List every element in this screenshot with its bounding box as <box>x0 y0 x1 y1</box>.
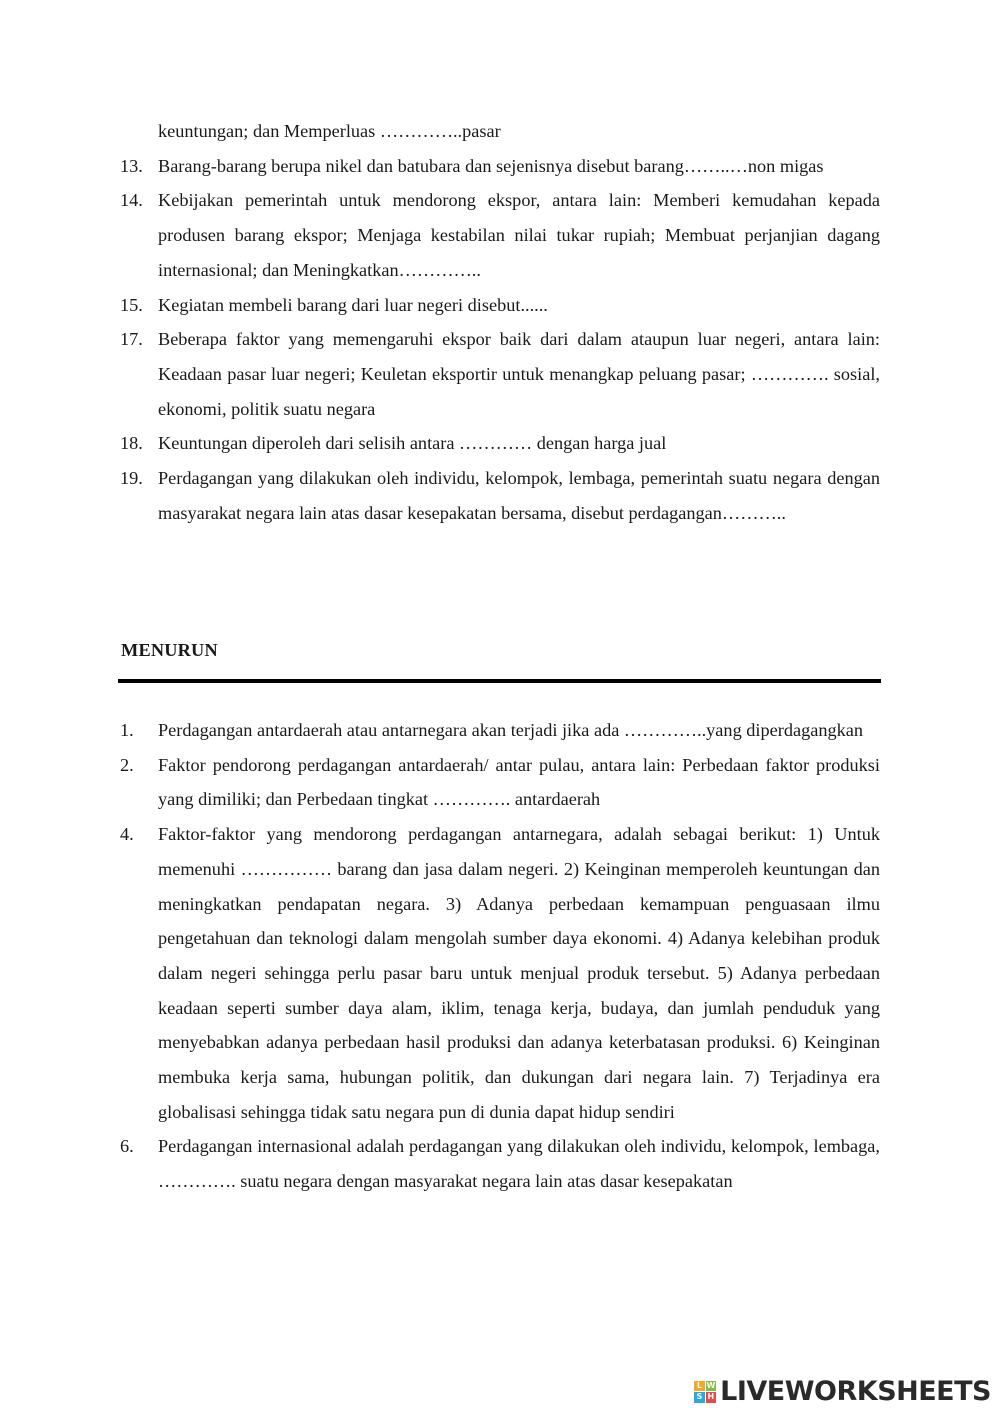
logo-mark-icon <box>694 1381 716 1403</box>
question-item <box>120 817 880 1129</box>
logo-square: S <box>694 1392 705 1403</box>
question-item <box>120 713 880 748</box>
logo-square: L <box>694 1381 705 1392</box>
question-number: 19. <box>120 468 143 489</box>
question-text: Kebijakan pemerintah untuk mendorong ekspor, antara lain: Memberi kemudahan kepada produsen barang ekspor; Menjaga kestabilan nilai tukar rupiah; Membuat perjanjian dagang internasional; dan Meningkatkan………….. <box>158 190 880 280</box>
question-number: 1. <box>120 720 134 740</box>
question-text: Faktor pendorong perdagangan antardaerah/ antar pulau, antara lain: Perbedaan faktor produksi yang dimiliki; dan Perbedaan tingkat …………. antardaerah <box>158 754 880 810</box>
question-item <box>120 149 880 184</box>
question-item <box>120 288 880 323</box>
question-number: 15. <box>120 294 143 315</box>
question-item <box>120 461 880 530</box>
question-number: 13. <box>120 155 143 176</box>
question-item <box>120 183 880 287</box>
question-item <box>120 1129 880 1198</box>
question-text: Keuntungan diperoleh dari selisih antara ………… dengan harga jual <box>158 433 667 454</box>
logo-text: LIVEWORKSHEETS <box>720 1376 991 1407</box>
question-number: 2. <box>120 754 134 775</box>
menurun-question-list <box>120 713 880 1199</box>
question-text: Kegiatan membeli barang dari luar negeri disebut...... <box>158 294 548 315</box>
section-heading-menurun: MENURUN <box>121 640 218 660</box>
section-divider <box>118 679 881 683</box>
question-text: Perdagangan antardaerah atau antarnegara akan terjadi jika ada …………..yang diperdagangkan <box>158 720 864 740</box>
question-text: Perdagangan internasional adalah perdagangan yang dilakukan oleh individu, kelompok, lembaga, …………. suatu negara dengan masyarakat negara lain atas dasar kesepakatan <box>158 1136 880 1192</box>
question-number: 14. <box>120 190 143 211</box>
question-number: 18. <box>120 433 143 454</box>
question-text: Perdagangan yang dilakukan oleh individu, kelompok, lembaga, pemerintah suatu negara dengan masyarakat negara lain atas dasar kesepakatan bersama, disebut perdagangan……….. <box>158 468 880 523</box>
logo-square: W <box>706 1380 716 1390</box>
continuation-text: keuntungan; dan Memperluas …………..pasar <box>158 121 501 141</box>
question-item <box>120 748 880 817</box>
top-question-list <box>120 114 880 530</box>
logo-square: H <box>707 1392 715 1401</box>
question-number: 17. <box>120 329 143 350</box>
question-text: Faktor-faktor yang mendorong perdagangan antarnegara, adalah sebagai berikut: 1) Untuk memenuhi …………… barang dan jasa dalam negeri. 2) Keinginan memperoleh keuntungan dan meningkatkan pendapatan negara. 3) Adanya perbedaan kemampuan penguasaan ilmu pengetahuan dan teknologi dalam mengolah sumber daya ekonomi. 4) Adanya kelebihan produk dalam negeri sehingga perlu pasar baru untuk menjual produk tersebut. 5) Adanya perbedaan keadaan seperti sumber daya alam, iklim, tenaga kerja, budaya, dan jumlah penduduk yang menyebabkan adanya perbedaan hasil produksi dan adanya keterbatasan produksi. 6) Keinginan membuka kerja sama, hubungan politik, dan dukungan dari negara lain. 7) Terjadinya era globalisasi sehingga tidak satu negara pun di dunia dapat hidup sendiri <box>158 824 880 1122</box>
question-item <box>120 426 880 461</box>
question-number: 4. <box>120 824 134 845</box>
question-text: Barang-barang berupa nikel dan batubara dan sejenisnya disebut barang……..…non migas <box>158 155 824 176</box>
question-item <box>120 322 880 426</box>
question-text: Beberapa faktor yang memengaruhi ekspor baik dari dalam ataupun luar negeri, antara lain: Keadaan pasar luar negeri; Keuletan eksportir untuk menangkap peluang pasar; …………. sosial, ekonomi, politik suatu negara <box>158 329 880 419</box>
liveworksheets-logo <box>694 1376 991 1407</box>
question-number: 6. <box>120 1136 134 1157</box>
